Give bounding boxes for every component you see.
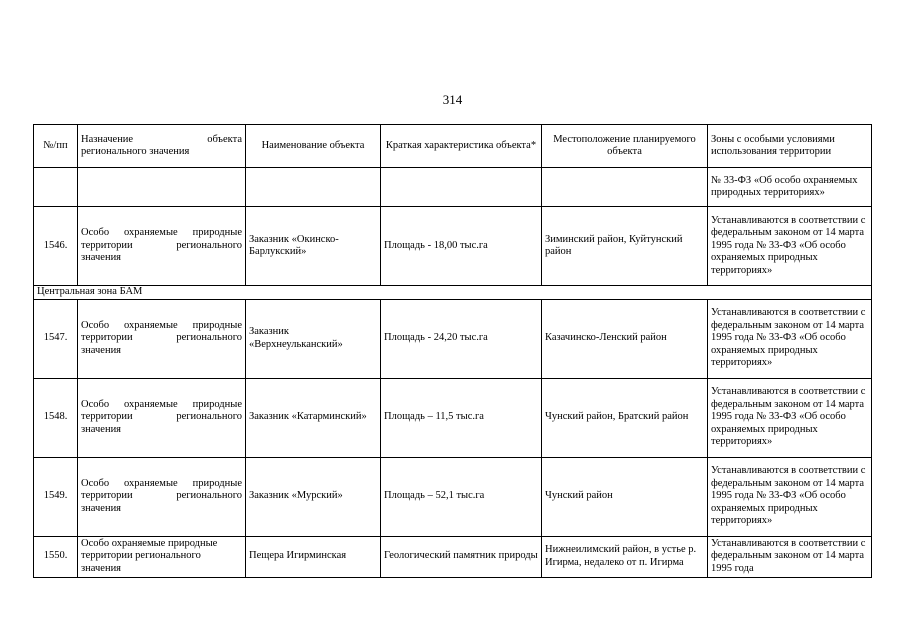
- cell-name: Заказник «Мурский»: [246, 457, 381, 536]
- table-row: [34, 457, 872, 536]
- header-name: Наименование объекта: [246, 125, 381, 168]
- cell-num: 1549.: [34, 457, 78, 536]
- header-purpose: [78, 125, 246, 168]
- cell-name: [246, 168, 381, 207]
- cell-location: Чунский район: [542, 457, 708, 536]
- section-title: Центральная зона БАМ: [34, 286, 872, 300]
- header-num: №/пп: [34, 125, 78, 168]
- cell-purpose: Особо охраняемые природные территории регионального значения: [78, 457, 246, 536]
- table-row: [34, 207, 872, 286]
- section-row: [34, 286, 872, 300]
- cell-location: Чунский район, Братский район: [542, 378, 708, 457]
- registry-table: [33, 124, 872, 578]
- cell-zones: Устанавливаются в соответствии с федеральным законом от 14 марта 1995 года: [708, 536, 872, 577]
- header-location: Местоположение планируемого объекта: [542, 125, 708, 168]
- header-desc: Краткая характеристика объекта*: [381, 125, 542, 168]
- page-number: 314: [442, 92, 463, 107]
- cell-zones: № 33-ФЗ «Об особо охраняемых природных территориях»: [708, 168, 872, 207]
- table-row: [34, 299, 872, 378]
- cell-desc: Площадь – 11,5 тыс.га: [381, 378, 542, 457]
- cell-purpose: Особо охраняемые природные территории регионального значения: [78, 378, 246, 457]
- cell-desc: Площадь – 52,1 тыс.га: [381, 457, 542, 536]
- table-row-continuation: [34, 168, 872, 207]
- cell-purpose: Особо охраняемые природные территории регионального значения: [78, 207, 246, 286]
- cell-desc: Площадь - 18,00 тыс.га: [381, 207, 542, 286]
- cell-name: Заказник «Верхнеульканский»: [246, 299, 381, 378]
- cell-purpose: Особо охраняемые природные территории регионального значения: [78, 536, 246, 577]
- cell-num: [34, 168, 78, 207]
- cell-desc: Площадь - 24,20 тыс.га: [381, 299, 542, 378]
- cell-purpose: Особо охраняемые природные территории регионального значения: [78, 299, 246, 378]
- cell-num: 1547.: [34, 299, 78, 378]
- header-zones: Зоны с особыми условиями использования территории: [708, 125, 872, 168]
- header-purpose-line2: регионального значения: [81, 146, 190, 157]
- cell-name: Заказник «Катарминский»: [246, 378, 381, 457]
- table-header-row: [34, 125, 872, 168]
- cell-location: Казачинско-Ленский район: [542, 299, 708, 378]
- cell-zones: Устанавливаются в соответствии с федеральным законом от 14 марта 1995 года № 33-ФЗ «Об особо охраняемых природных территориях»: [708, 378, 872, 457]
- cell-desc: Геологический памятник природы: [381, 536, 542, 577]
- cell-zones: Устанавливаются в соответствии с федеральным законом от 14 марта 1995 года № 33-ФЗ «Об особо охраняемых природных территориях»: [708, 207, 872, 286]
- cell-location: [542, 168, 708, 207]
- cell-name: Заказник «Окинско-Барлукский»: [246, 207, 381, 286]
- table-row: [34, 378, 872, 457]
- cell-name: Пещера Игирминская: [246, 536, 381, 577]
- cell-zones: Устанавливаются в соответствии с федеральным законом от 14 марта 1995 года № 33-ФЗ «Об особо охраняемых природных территориях»: [708, 299, 872, 378]
- cell-num: 1546.: [34, 207, 78, 286]
- cell-location: Зиминский район, Куйтунский район: [542, 207, 708, 286]
- cell-zones: Устанавливаются в соответствии с федеральным законом от 14 марта 1995 года № 33-ФЗ «Об особо охраняемых природных территориях»: [708, 457, 872, 536]
- cell-num: 1548.: [34, 378, 78, 457]
- cell-location: Нижнеилимский район, в устье р. Игирма, недалеко от п. Игирма: [542, 536, 708, 577]
- cell-num: 1550.: [34, 536, 78, 577]
- cell-purpose: [78, 168, 246, 207]
- cell-desc: [381, 168, 542, 207]
- table-row: [34, 536, 872, 577]
- header-purpose-line1: Назначение объекта: [81, 133, 242, 145]
